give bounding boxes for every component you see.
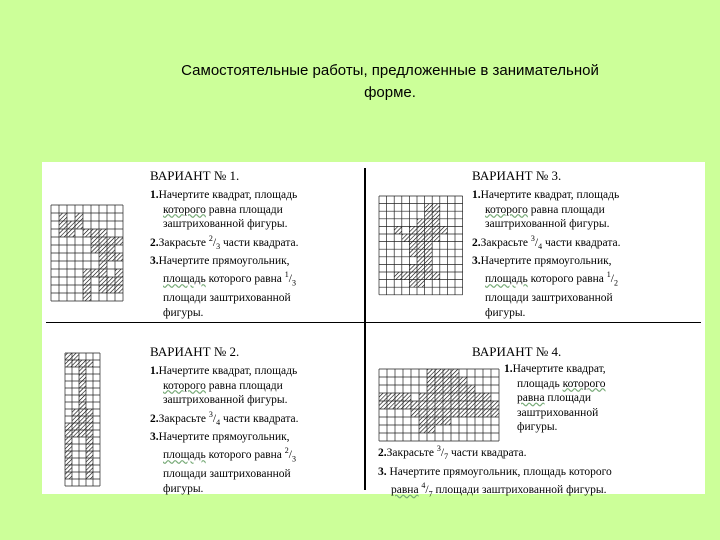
- hatched-cell: [451, 377, 459, 385]
- task-text: которого: [163, 203, 206, 216]
- hatched-cell: [86, 437, 93, 444]
- hatched-cell: [115, 285, 123, 293]
- hatched-cell: [432, 219, 440, 227]
- task-text: Начертите квадрат, площадь: [158, 365, 298, 377]
- hatched-cell: [467, 385, 475, 393]
- hatched-cell: [86, 444, 93, 451]
- variant-2: [150, 344, 299, 496]
- hatched-cell: [91, 229, 99, 237]
- hatched-cell: [459, 409, 467, 417]
- hatched-cell: [425, 264, 433, 272]
- grid-figure-variant-3: [378, 195, 464, 296]
- hatched-cell: [83, 285, 91, 293]
- hatched-cell: [432, 234, 440, 242]
- hatched-cell: [107, 285, 115, 293]
- fraction-denominator: 4: [216, 417, 221, 427]
- task-text: заштрихованной фигуры.: [485, 218, 610, 230]
- hatched-cell: [417, 257, 425, 265]
- hatched-cell: [435, 401, 443, 409]
- task-text: которого: [485, 203, 528, 216]
- hatched-cell: [443, 377, 451, 385]
- hatched-cell: [107, 277, 115, 285]
- task-text: равна площади: [527, 203, 605, 216]
- task-text: Начертите прямоугольник,: [158, 255, 290, 268]
- hatched-cell: [402, 272, 410, 280]
- task-text: которого: [163, 379, 206, 392]
- hatched-cell: [425, 211, 433, 219]
- variant-3-task-1: [472, 188, 621, 232]
- fraction-numerator: 4: [421, 481, 426, 491]
- variant-4-task-3: 3. Начертите прямоугольник, площадь которого равна $^4/_7$ площади заштрихованной фигуры.: [378, 465, 612, 499]
- variant-2-task-1: [150, 364, 299, 408]
- hatched-cell: [419, 417, 427, 425]
- task-text: равна площади: [205, 203, 283, 216]
- hatched-cell: [483, 393, 491, 401]
- hatched-cell: [115, 253, 123, 261]
- variant-3-title: ВАРИАНТ № 3.: [472, 168, 562, 183]
- fraction-denominator: 2: [613, 278, 618, 288]
- hatched-cell: [467, 409, 475, 417]
- fraction-denominator: 4: [538, 241, 543, 251]
- fraction-denominator: 3: [291, 454, 296, 464]
- hatched-cell: [79, 409, 86, 416]
- variant-2-task-2: 2.Закрасьте $^3/_4$ части квадрата.: [150, 409, 299, 427]
- hatched-cell: [65, 353, 72, 360]
- hatched-cell: [79, 423, 86, 430]
- hatched-cell: [99, 277, 107, 285]
- hatched-cell: [483, 401, 491, 409]
- hatched-cell: [59, 213, 67, 221]
- hatched-cell: [425, 234, 433, 242]
- hatched-cell: [443, 385, 451, 393]
- task-text: фигуры.: [163, 482, 204, 495]
- hatched-cell: [115, 277, 123, 285]
- hatched-cell: [86, 472, 93, 479]
- hatched-cell: [417, 264, 425, 272]
- hatched-cell: [75, 221, 83, 229]
- task-text: которого равна: [527, 273, 607, 286]
- task-text: заштрихованной фигуры.: [163, 218, 288, 230]
- hatched-cell: [459, 377, 467, 385]
- hatched-cell: [427, 409, 435, 417]
- variant-1-task-1: [150, 188, 299, 232]
- hatched-cell: [107, 245, 115, 253]
- hatched-cell: [425, 204, 433, 212]
- variant-3: [472, 168, 621, 320]
- hatched-cell: [395, 401, 403, 409]
- vertical-divider: [364, 168, 366, 490]
- hatched-cell: [409, 249, 417, 257]
- hatched-cell: [443, 401, 451, 409]
- hatched-cell: [417, 280, 425, 288]
- hatched-cell: [394, 226, 402, 234]
- grid-figure-variant-4: [378, 368, 500, 442]
- hatched-cell: [475, 393, 483, 401]
- variant-4-title: ВАРИАНТ № 4.: [472, 344, 562, 359]
- hatched-cell: [419, 425, 427, 433]
- hatched-cell: [427, 369, 435, 377]
- hatched-cell: [417, 234, 425, 242]
- hatched-cell: [395, 393, 403, 401]
- task-number: 1.: [150, 365, 159, 377]
- hatched-cell: [467, 393, 475, 401]
- hatched-cell: [75, 213, 83, 221]
- hatched-cell: [115, 237, 123, 245]
- hatched-cell: [435, 409, 443, 417]
- task-number: 2.: [472, 236, 481, 249]
- task-number: 1.: [150, 189, 159, 201]
- task-text: фигуры.: [485, 306, 526, 319]
- hatched-cell: [425, 257, 433, 265]
- hatched-cell: [475, 401, 483, 409]
- task-text: Начертите прямоугольник,: [480, 255, 612, 268]
- hatched-cell: [65, 458, 72, 465]
- task-text: части квадрата.: [448, 446, 527, 459]
- hatched-cell: [65, 437, 72, 444]
- task-text: Начертите прямоугольник,: [158, 431, 290, 444]
- hatched-cell: [79, 360, 86, 367]
- task-text: площади заштрихованной: [163, 292, 291, 305]
- slide-title-line-2: форме.: [364, 84, 416, 101]
- task-text: площадь: [163, 449, 206, 462]
- hatched-cell: [379, 401, 387, 409]
- fraction-numerator: 2: [208, 233, 213, 243]
- hatched-cell: [107, 237, 115, 245]
- hatched-cell: [432, 226, 440, 234]
- task-number: 3.: [150, 255, 159, 268]
- hatched-cell: [443, 369, 451, 377]
- hatched-cell: [379, 393, 387, 401]
- task-text: которого равна: [205, 273, 285, 286]
- fraction-numerator: 1: [284, 270, 289, 280]
- task-number: 2.: [378, 446, 387, 459]
- slide-title-line-1: Самостоятельные работы, предложенные в занимательной: [181, 62, 599, 79]
- hatched-cell: [427, 385, 435, 393]
- task-text: части квадрата.: [542, 236, 621, 249]
- hatched-cell: [79, 430, 86, 437]
- variant-1-title: ВАРИАНТ № 1.: [150, 168, 240, 183]
- variant-4: [504, 362, 606, 435]
- hatched-cell: [402, 234, 410, 242]
- hatched-cell: [435, 385, 443, 393]
- fraction-denominator: 7: [444, 452, 449, 462]
- task-text: площадь: [485, 273, 528, 286]
- hatched-cell: [83, 229, 91, 237]
- hatched-cell: [417, 226, 425, 234]
- hatched-cell: [417, 219, 425, 227]
- grid-figure-variant-1: [50, 204, 124, 302]
- hatched-cell: [483, 409, 491, 417]
- hatched-cell: [91, 237, 99, 245]
- task-number: 3.: [150, 431, 159, 444]
- task-text: равна площади: [205, 379, 283, 392]
- worksheet: [42, 162, 705, 499]
- task-text: Начертите квадрат, площадь: [480, 189, 620, 201]
- hatched-cell: [427, 401, 435, 409]
- task-text: которого: [562, 377, 606, 390]
- hatched-cell: [86, 465, 93, 472]
- hatched-cell: [432, 204, 440, 212]
- hatched-cell: [65, 360, 72, 367]
- hatched-cell: [99, 269, 107, 277]
- variant-2-title: ВАРИАНТ № 2.: [150, 344, 240, 359]
- task-number: 1.: [472, 189, 481, 201]
- hatched-cell: [79, 388, 86, 395]
- hatched-cell: [432, 272, 440, 280]
- hatched-cell: [459, 385, 467, 393]
- hatched-cell: [99, 237, 107, 245]
- variant-4-header: [472, 344, 561, 360]
- hatched-cell: [79, 367, 86, 374]
- fraction-numerator: 1: [606, 270, 611, 280]
- hatched-cell: [59, 229, 67, 237]
- hatched-cell: [115, 269, 123, 277]
- hatched-cell: [409, 272, 417, 280]
- task-text: заштрихованной фигуры.: [163, 394, 288, 406]
- task-number: 1.: [504, 363, 513, 375]
- hatched-cell: [403, 393, 411, 401]
- task-text: заштрихованной: [517, 406, 599, 419]
- fraction-denominator: 3: [216, 241, 221, 251]
- hatched-cell: [435, 417, 443, 425]
- hatched-cell: [65, 472, 72, 479]
- hatched-cell: [86, 409, 93, 416]
- hatched-cell: [83, 293, 91, 301]
- hatched-cell: [79, 402, 86, 409]
- task-text: Начертите квадрат, площадь: [158, 189, 298, 201]
- hatched-cell: [435, 393, 443, 401]
- task-text: Закрасьте: [386, 446, 437, 459]
- fraction-numerator: 3: [436, 444, 441, 453]
- variant-4-tasks: [378, 442, 612, 502]
- hatched-cell: [419, 393, 427, 401]
- hatched-cell: [83, 277, 91, 285]
- hatched-cell: [65, 465, 72, 472]
- hatched-cell: [459, 393, 467, 401]
- task-text: Закрасьте: [158, 412, 209, 425]
- task-text: площади заштрихованной: [485, 292, 613, 305]
- task-text: части квадрата.: [220, 412, 299, 425]
- hatched-cell: [99, 245, 107, 253]
- variant-3-task-2: 2.Закрасьте $^3/_4$ части квадрата.: [472, 233, 621, 251]
- task-text: Закрасьте: [158, 236, 209, 249]
- hatched-cell: [443, 417, 451, 425]
- variant-1-task-2: 2.Закрасьте $^2/_3$ части квадрата.: [150, 233, 299, 251]
- hatched-cell: [387, 401, 395, 409]
- variant-1-task-3: 3.Начертите прямоугольник, площадь которого равна $^1/_3$ площади заштрихованной фигуры.: [150, 255, 296, 319]
- hatched-cell: [427, 425, 435, 433]
- hatched-cell: [65, 444, 72, 451]
- hatched-cell: [99, 229, 107, 237]
- hatched-cell: [86, 360, 93, 367]
- hatched-cell: [417, 242, 425, 250]
- hatched-cell: [411, 401, 419, 409]
- hatched-cell: [435, 369, 443, 377]
- hatched-cell: [427, 393, 435, 401]
- hatched-cell: [443, 409, 451, 417]
- hatched-cell: [475, 409, 483, 417]
- hatched-cell: [91, 269, 99, 277]
- task-text: которого равна: [205, 449, 285, 462]
- hatched-cell: [417, 249, 425, 257]
- task-number: 3.: [378, 465, 387, 478]
- hatched-cell: [86, 423, 93, 430]
- hatched-cell: [65, 451, 72, 458]
- hatched-cell: [409, 234, 417, 242]
- hatched-cell: [394, 272, 402, 280]
- task-text: Начертите квадрат,: [512, 363, 606, 375]
- task-text: равна: [517, 392, 545, 404]
- fraction-numerator: 3: [530, 233, 535, 243]
- hatched-cell: [425, 272, 433, 280]
- hatched-cell: [491, 409, 499, 417]
- hatched-cell: [409, 242, 417, 250]
- hatched-cell: [72, 360, 79, 367]
- hatched-cell: [79, 374, 86, 381]
- hatched-cell: [67, 229, 75, 237]
- hatched-cell: [435, 377, 443, 385]
- horizontal-divider: [46, 322, 701, 323]
- hatched-cell: [72, 423, 79, 430]
- hatched-cell: [432, 211, 440, 219]
- hatched-cell: [451, 369, 459, 377]
- task-text: площадь: [517, 377, 560, 390]
- hatched-cell: [86, 458, 93, 465]
- hatched-cell: [419, 409, 427, 417]
- hatched-cell: [427, 377, 435, 385]
- hatched-cell: [86, 430, 93, 437]
- hatched-cell: [79, 416, 86, 423]
- hatched-cell: [72, 416, 79, 423]
- hatched-cell: [79, 381, 86, 388]
- hatched-cell: [72, 409, 79, 416]
- hatched-cell: [409, 264, 417, 272]
- hatched-cell: [99, 261, 107, 269]
- grid-figure-variant-2: [64, 352, 101, 487]
- hatched-cell: [411, 409, 419, 417]
- hatched-cell: [72, 430, 79, 437]
- hatched-cell: [83, 269, 91, 277]
- fraction-denominator: 3: [291, 278, 296, 288]
- variant-4-task-2: 2.Закрасьте $^3/_7$ части квадрата.: [378, 444, 527, 462]
- task-number: 2.: [150, 236, 159, 249]
- fraction-denominator: 7: [428, 489, 433, 499]
- hatched-cell: [419, 401, 427, 409]
- variant-2-task-3: 3.Начертите прямоугольник, площадь которого равна $^2/_3$ площади заштрихованной фигуры.: [150, 431, 296, 495]
- hatched-cell: [425, 219, 433, 227]
- hatched-cell: [451, 393, 459, 401]
- task-number: 2.: [150, 412, 159, 425]
- hatched-cell: [86, 416, 93, 423]
- hatched-cell: [451, 409, 459, 417]
- hatched-cell: [72, 353, 79, 360]
- hatched-cell: [65, 430, 72, 437]
- hatched-cell: [107, 253, 115, 261]
- hatched-cell: [59, 221, 67, 229]
- task-text: фигуры.: [163, 306, 204, 319]
- hatched-cell: [425, 249, 433, 257]
- task-text: части квадрата.: [220, 236, 299, 249]
- task-text: фигуры.: [517, 421, 558, 433]
- hatched-cell: [451, 401, 459, 409]
- hatched-cell: [459, 401, 467, 409]
- task-text: площадь: [163, 273, 206, 286]
- hatched-cell: [451, 385, 459, 393]
- variant-4-task-1: [504, 362, 606, 435]
- hatched-cell: [387, 393, 395, 401]
- hatched-cell: [440, 226, 448, 234]
- hatched-cell: [65, 423, 72, 430]
- hatched-cell: [427, 417, 435, 425]
- task-text: равна: [391, 483, 419, 496]
- fraction-numerator: 2: [284, 446, 289, 456]
- hatched-cell: [91, 245, 99, 253]
- task-number: 3.: [472, 255, 481, 268]
- hatched-cell: [99, 285, 107, 293]
- variant-1: [150, 168, 299, 320]
- hatched-cell: [409, 280, 417, 288]
- hatched-cell: [79, 395, 86, 402]
- hatched-cell: [443, 393, 451, 401]
- task-text: Начертите прямоугольник, площадь которого: [389, 465, 612, 478]
- task-text: площади: [547, 392, 592, 404]
- variant-3-task-3: 3.Начертите прямоугольник, площадь которого равна $^1/_2$ площади заштрихованной фигуры.: [472, 255, 618, 319]
- hatched-cell: [417, 272, 425, 280]
- hatched-cell: [403, 401, 411, 409]
- hatched-cell: [67, 221, 75, 229]
- hatched-cell: [86, 451, 93, 458]
- hatched-cell: [425, 242, 433, 250]
- hatched-cell: [409, 226, 417, 234]
- slide-title: [100, 60, 680, 104]
- hatched-cell: [491, 401, 499, 409]
- task-text: Закрасьте: [480, 236, 531, 249]
- hatched-cell: [467, 401, 475, 409]
- hatched-cell: [99, 253, 107, 261]
- task-text: площади заштрихованной фигуры.: [432, 483, 607, 496]
- task-text: площади заштрихованной: [163, 468, 291, 481]
- fraction-numerator: 3: [208, 409, 213, 419]
- hatched-cell: [425, 226, 433, 234]
